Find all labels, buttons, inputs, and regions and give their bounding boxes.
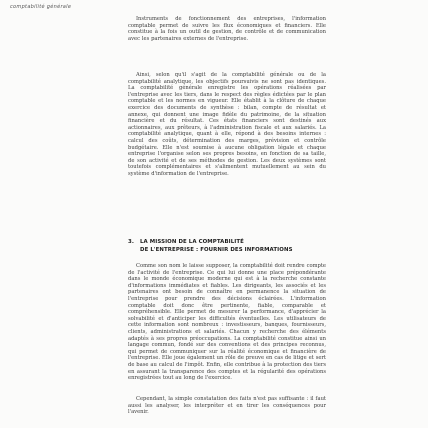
section-subtitle: DE L'ENTREPRISE : FOURNIR DES INFORMATIONS [140, 247, 293, 253]
section-heading [128, 238, 328, 254]
paragraph-intro: Instruments de fonctionnement des entreprises, l'information comptable permet de suivre les flux économiques et financiers. Elle constitue à la fois un outil de gestion, de contrôle et de communication avec les partenaires externes de l'entreprise. [128, 16, 326, 42]
section-number: 3. [128, 239, 134, 245]
paragraph-objectives: Ainsi, selon qu'il s'agit de la comptabilité générale ou de la comptabilité analytique, les objectifs poursuivis ne sont pas identiques. La comptabilité générale enregistre les opérations réalisées par l'entreprise avec les tiers, dans le respect des règles édictées par le plan comptable et les normes en vigueur. Elle établit à la clôture de chaque exercice des documents de synthèse : bilan, compte de résultat et annexe, qui donnent une image fidèle du patrimoine, de la situation financière et du résultat. Ces états financiers sont destinés aux actionnaires, aux prêteurs, à l'administration fiscale et aux salariés. La comptabilité analytique, quant à elle, répond à des besoins internes : calcul des coûts, détermination des marges, prévision et contrôle budgétaire. Elle n'est soumise à aucune obligation légale et chaque entreprise l'organise selon ses propres besoins, en fonction de sa taille, de son activité et de ses méthodes de gestion. Les deux systèmes sont toutefois complémentaires et s'alimentent mutuellement au sein du système d'information de l'entreprise. [128, 72, 326, 177]
paragraph-mission: Comme son nom le laisse supposer, la comptabilité doit rendre compte de l'activité de l'entreprise. Ce qui lui donne une place prépondérante dans le monde économique moderne qui est à la recherche constante d'informations immédiates et fiables. Les dirigeants, les associés et les partenaires ont besoin de connaître en permanence la situation de l'entreprise pour prendre des décisions éclairées. L'information comptable doit donc être pertinente, fiable, comparable et compréhensible. Elle permet de mesurer la performance, d'apprécier la solvabilité et d'anticiper les difficultés éventuelles. Les utilisateurs de cette information sont nombreux : investisseurs, banques, fournisseurs, clients, administrations et salariés. Chacun y recherche des éléments adaptés à ses propres préoccupations. La comptabilité constitue ainsi un langage commun, fondé sur des conventions et des principes reconnus, qui permet de communiquer sur la réalité économique et financière de l'entreprise. Elle joue également un rôle de preuve en cas de litige et sert de base au calcul de l'impôt. Enfin, elle contribue à la protection des tiers en assurant la transparence des comptes et la régularité des opérations enregistrées tout au long de l'exercice. [128, 263, 326, 382]
paragraph-conclusion: Cependant, la simple constatation des faits n'est pas suffisante : il faut aussi les analyser, les interpréter et en tirer les conséquences pour l'avenir. [128, 396, 326, 416]
section-title: LA MISSION DE LA COMPTABILITÉ [140, 239, 244, 245]
running-head: comptabilité générale [10, 4, 72, 10]
